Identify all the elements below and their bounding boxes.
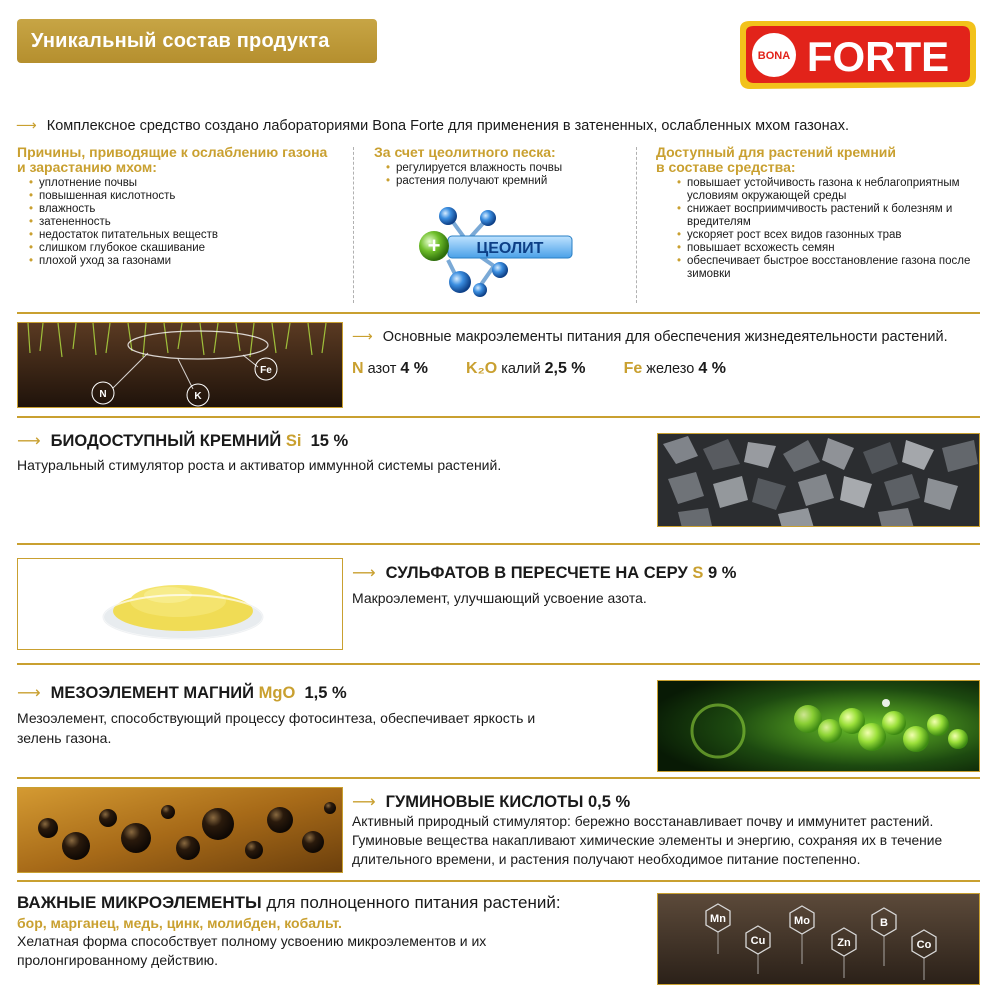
- macro-values: [352, 360, 726, 378]
- list-item: • слишком глубокое скашивание: [39, 242, 347, 255]
- page-title: Уникальный состав продукта: [31, 29, 330, 52]
- silicon-description: Натуральный стимулятор роста и активатор иммунной системы растений.: [17, 457, 502, 473]
- zeolite-column: [374, 145, 624, 188]
- magnesium-title: МЕЗОЭЛЕМЕНТ МАГНИЙ: [50, 684, 255, 702]
- micro-elements-soil-photo: [657, 893, 980, 985]
- nitrogen-name: азот: [367, 361, 397, 377]
- macro-heading: [352, 329, 948, 345]
- list-item: • ускоряет рост всех видов газонных трав: [687, 229, 986, 242]
- list-item: • влажность: [39, 203, 347, 216]
- potassium-value: 2,5 %: [544, 360, 586, 377]
- humic-description: Активный природный стимулятор: бережно восстанавливает почву и иммунитет растений. Гуминовые вещества накапливают химические элементы и энергию, сохраняя их в течение длительного времени, и растения получают необходимое питание постепенно.: [352, 814, 943, 867]
- element-zn: Zn: [837, 937, 851, 949]
- soil-label-fe: Fe: [260, 365, 272, 376]
- soil-label-k: K: [194, 391, 202, 402]
- list-item: • затененность: [39, 216, 347, 229]
- sulfur-dish-photo: [17, 558, 343, 650]
- micro-title-rest: для полноценного питания растений:: [266, 893, 561, 912]
- micro-heading: [17, 893, 561, 913]
- arrow-icon: ⟶: [16, 118, 37, 134]
- bona-forte-logo: [736, 19, 980, 91]
- list-item: • повышает всхожесть семян: [687, 242, 986, 255]
- list-item: • повышает устойчивость газона к неблагоприятным условиям окружающей среды: [687, 177, 986, 203]
- list-item: • снижает восприимчивость растений к болезням и вредителям: [687, 203, 986, 229]
- title-banner: [17, 19, 377, 63]
- silicon-benefits-list: [656, 177, 986, 281]
- sulfur-title: СУЛЬФАТОВ В ПЕРЕСЧЕТЕ НА СЕРУ: [385, 564, 688, 582]
- arrow-icon: ⟶: [17, 432, 41, 450]
- section-divider: [17, 312, 980, 314]
- humic-title: ГУМИНОВЫЕ КИСЛОТЫ 0,5 %: [385, 793, 631, 811]
- section-divider: [17, 777, 980, 779]
- iron-name: железо: [646, 361, 695, 377]
- zeolite-list: [374, 162, 624, 188]
- silicon-heading: [17, 431, 348, 451]
- section-divider: [17, 880, 980, 882]
- intro-line: [16, 118, 986, 134]
- micro-list: бор, марганец, медь, цинк, молибден, кобальт.: [17, 915, 342, 931]
- intro-text: Комплексное средство создано лабораториями Bona Forte для применения в затененных, ослабленных мхом газонах.: [46, 118, 850, 134]
- sulfur-heading: [352, 563, 736, 583]
- causes-list: [17, 177, 347, 268]
- potassium-name: калий: [501, 361, 541, 377]
- zeolite-title: За счет цеолитного песка:: [374, 144, 556, 160]
- chlorophyll-cells-photo: [657, 680, 980, 772]
- silicon-benefits-title: Доступный для растений кремний в составе средства:: [656, 144, 897, 175]
- silicon-symbol: Si: [285, 432, 302, 450]
- zeolite-badge-text: ЦЕОЛИТ: [476, 240, 544, 257]
- silicon-benefits-column: [656, 145, 986, 281]
- element-b: B: [880, 917, 888, 929]
- arrow-icon: ⟶: [352, 793, 376, 811]
- list-item: • обеспечивает быстрое восстановление газона после зимовки: [687, 255, 986, 281]
- list-item: • недостаток питательных веществ: [39, 229, 347, 242]
- column-divider: [353, 147, 354, 303]
- magnesium-symbol: MgO: [258, 684, 296, 702]
- iron-symbol: Fe: [623, 360, 643, 377]
- sulfur-percent: 9 %: [707, 564, 737, 582]
- silicon-title: БИОДОСТУПНЫЙ КРЕМНИЙ: [50, 432, 282, 450]
- element-cu: Cu: [750, 935, 766, 947]
- silicon-crystals-photo: [657, 433, 980, 527]
- list-item: • повышенная кислотность: [39, 190, 347, 203]
- list-item: • регулируется влажность почвы: [396, 162, 624, 175]
- arrow-icon: ⟶: [352, 564, 376, 582]
- element-mo: Mo: [794, 915, 810, 927]
- iron-value: 4 %: [698, 360, 726, 377]
- arrow-icon: ⟶: [17, 684, 41, 702]
- list-item: • уплотнение почвы: [39, 177, 347, 190]
- logo-small-text: BONA: [757, 50, 791, 62]
- section-divider: [17, 416, 980, 418]
- potassium-symbol: K₂O: [466, 360, 498, 377]
- humic-acid-photo: [17, 787, 343, 873]
- magnesium-percent: 1,5 %: [304, 684, 347, 702]
- logo-big-text: FORTE: [806, 33, 950, 80]
- macro-text: Основные макроэлементы питания для обеспечения жизнедеятельности растений.: [382, 329, 948, 345]
- soil-photo: [17, 322, 343, 408]
- svg-text:+: +: [427, 233, 441, 258]
- humic-heading: [352, 792, 630, 812]
- silicon-percent: 15 %: [310, 432, 349, 450]
- soil-label-n: N: [99, 389, 107, 400]
- magnesium-description: Мезоэлемент, способствующий процессу фотосинтеза, обеспечивает яркость и зелень газона.: [17, 710, 536, 746]
- sulfur-symbol: S: [692, 564, 704, 582]
- causes-title: Причины, приводящие к ослаблению газона и зарастанию мхом:: [17, 144, 328, 175]
- zeolite-molecule-graphic: [408, 200, 578, 300]
- arrow-icon: ⟶: [352, 329, 373, 345]
- micro-description: Хелатная форма способствует полному усвоению микроэлементов и их пролонгированному действию.: [17, 933, 487, 968]
- nitrogen-symbol: N: [352, 360, 364, 377]
- magnesium-heading: [17, 683, 347, 703]
- list-item: • плохой уход за газонами: [39, 255, 347, 268]
- nitrogen-value: 4 %: [400, 360, 428, 377]
- column-divider: [636, 147, 637, 303]
- element-co: Co: [916, 939, 932, 951]
- element-mn: Mn: [710, 913, 726, 925]
- micro-title: ВАЖНЫЕ МИКРОЭЛЕМЕНТЫ: [17, 893, 262, 912]
- causes-column: [17, 145, 347, 268]
- section-divider: [17, 663, 980, 665]
- section-divider: [17, 543, 980, 545]
- sulfur-description: Макроэлемент, улучшающий усвоение азота.: [352, 590, 647, 606]
- list-item: • растения получают кремний: [396, 175, 624, 188]
